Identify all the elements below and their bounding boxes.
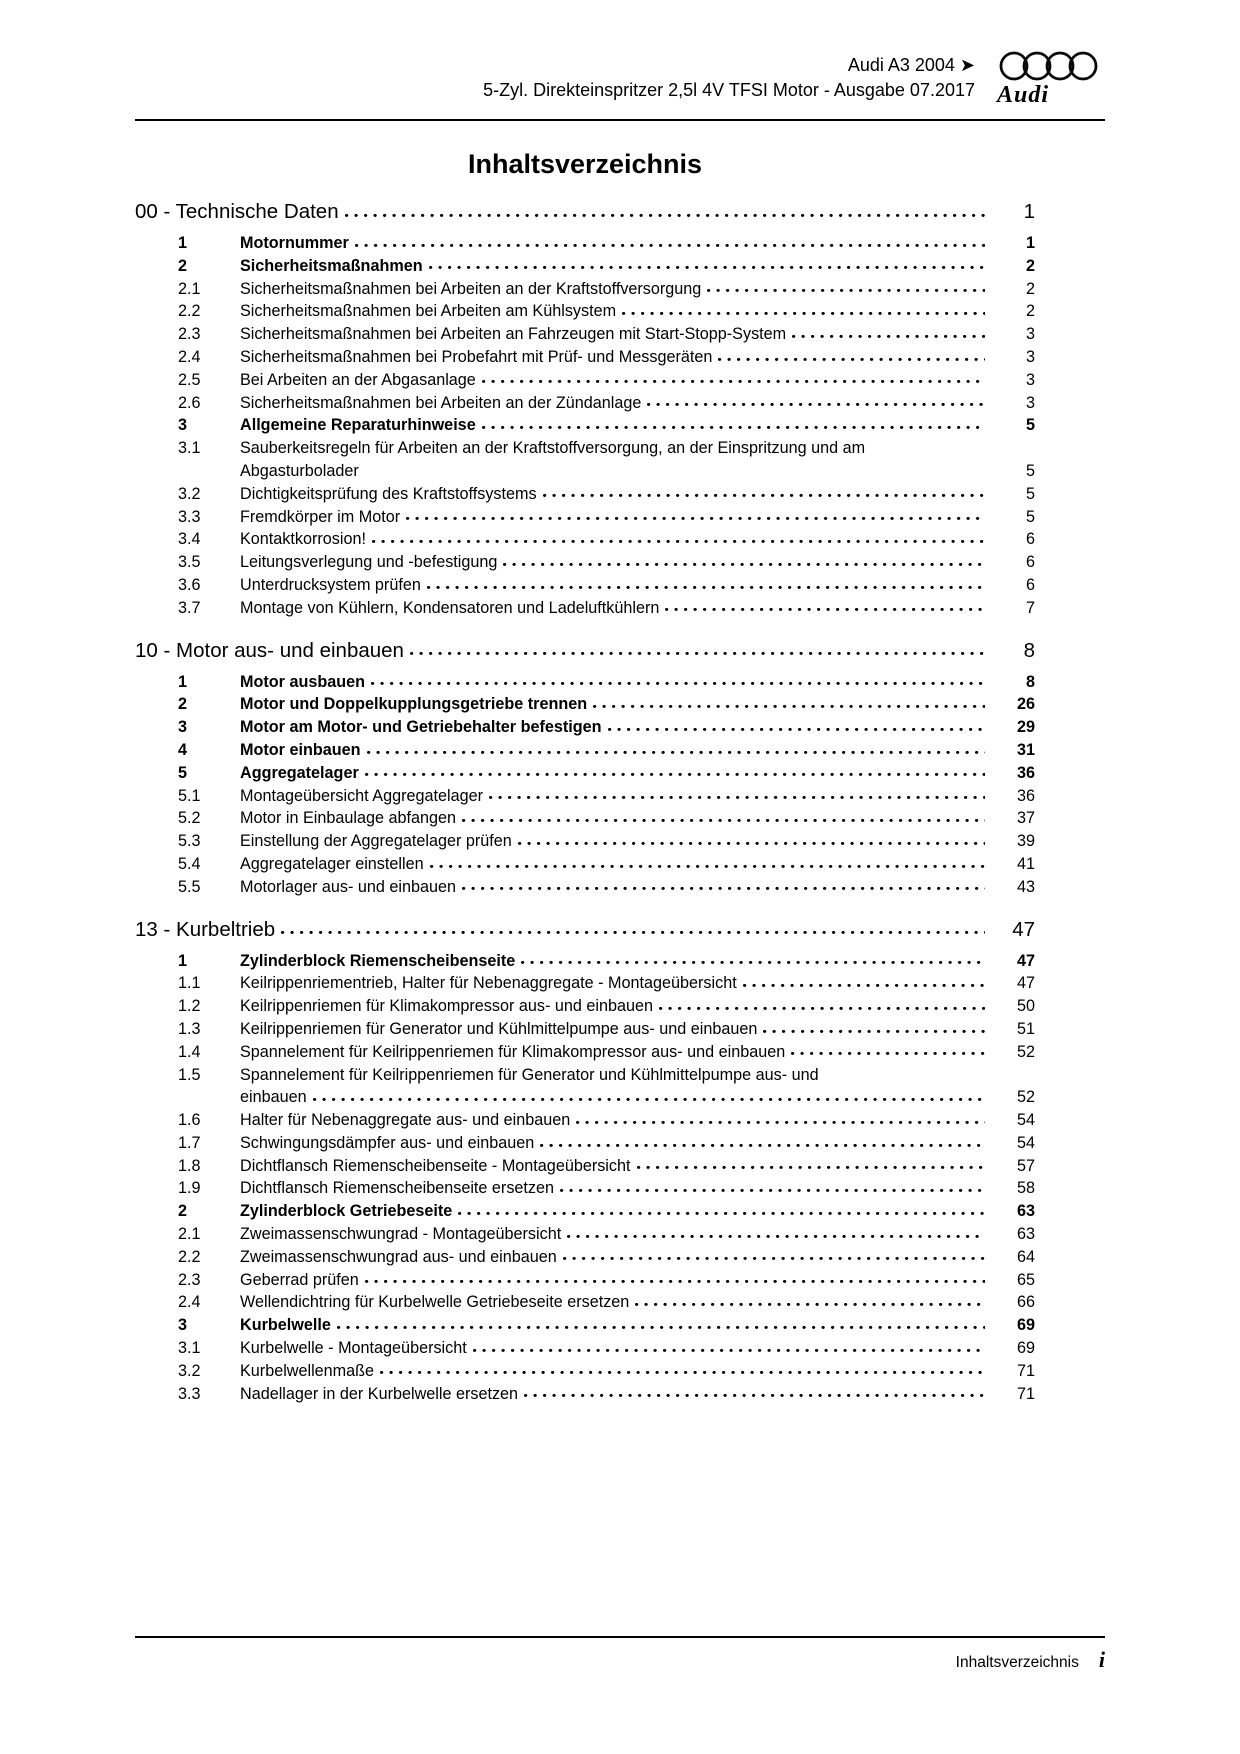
dot-leader	[406, 508, 985, 522]
footer-label: Inhaltsverzeichnis	[955, 1654, 1079, 1671]
dot-leader	[429, 257, 985, 271]
entry-number: 3.3	[178, 507, 201, 526]
entry-number: 5.5	[178, 877, 201, 896]
dot-leader	[791, 1043, 985, 1057]
entry-page-number: 52	[1016, 1088, 1035, 1107]
entry-number: 1.3	[178, 1019, 201, 1038]
entry-page-number: 41	[1016, 854, 1035, 873]
entry-number: 3.2	[178, 484, 201, 503]
dot-leader	[345, 201, 985, 218]
entry-page-number: 63	[1016, 1225, 1035, 1244]
entry-page-number: 47	[1016, 951, 1035, 970]
entry-number: 3	[178, 1316, 188, 1335]
entry-number: 1.4	[178, 1042, 201, 1061]
dot-leader	[372, 531, 985, 545]
entry-page-number: 43	[1016, 877, 1035, 896]
entry-title: Kontaktkorrosion!	[240, 530, 366, 549]
dot-leader	[521, 952, 985, 966]
entry-page-number: 36	[1016, 786, 1035, 805]
dot-leader	[462, 810, 985, 824]
dot-leader	[367, 741, 985, 755]
toc-entry	[135, 437, 1035, 460]
entry-title: Dichtigkeitsprüfung des Kraftstoffsystems	[240, 484, 537, 503]
dot-leader	[410, 639, 985, 656]
entry-number: 1.9	[178, 1179, 201, 1198]
entry-page-number: 5	[1025, 484, 1035, 503]
entry-title: Zylinderblock Getriebeseite	[240, 1202, 453, 1221]
entry-page-number: 52	[1016, 1042, 1035, 1061]
entry-page-number: 47	[1016, 974, 1035, 993]
entry-page-number: 71	[1016, 1384, 1035, 1403]
dot-leader	[622, 303, 985, 317]
dot-leader	[365, 1271, 985, 1285]
entry-page-number: 1	[1025, 234, 1035, 252]
dot-leader	[718, 348, 985, 362]
entry-number: 3	[178, 416, 188, 435]
entry-page-number: 3	[1025, 370, 1035, 389]
entry-title: Geberrad prüfen	[240, 1270, 359, 1289]
toc-entry-continuation	[135, 460, 1035, 483]
toc-entry	[135, 950, 1035, 973]
entry-title: Sauberkeitsregeln für Arbeiten an der Kraftstoffversorgung, an der Einspritzung und am	[240, 439, 866, 458]
entry-page-number: 69	[1016, 1316, 1035, 1335]
chapter-title: 10 - Motor aus- und einbauen	[135, 638, 404, 662]
toc-entry	[135, 1383, 1035, 1406]
dot-leader	[337, 1317, 985, 1331]
entry-title: Aggregatelager	[240, 763, 359, 782]
entry-number: 2.3	[178, 1270, 201, 1289]
entry-title: Motor am Motor- und Getriebehalter befestigen	[240, 718, 602, 737]
dot-leader	[659, 997, 985, 1011]
entry-page-number: 71	[1016, 1361, 1035, 1380]
entry-page-number: 7	[1025, 598, 1035, 617]
toc-chapter-heading	[135, 637, 1035, 664]
entry-number: 4	[178, 740, 188, 759]
dot-leader	[365, 764, 985, 778]
dot-leader	[743, 975, 985, 989]
toc-entry	[135, 1269, 1035, 1292]
toc-entry	[135, 392, 1035, 415]
dot-leader	[567, 1225, 985, 1239]
table-of-contents	[135, 198, 1035, 1405]
entry-title: Spannelement für Keilrippenriemen für Generator und Kühlmittelpumpe aus- und	[240, 1065, 819, 1084]
dot-leader	[540, 1134, 985, 1148]
chapter-page-number: 1	[1023, 200, 1035, 223]
entry-number: 1	[178, 672, 188, 691]
toc-entry-continuation	[135, 1086, 1035, 1109]
entry-title: Bei Arbeiten an der Abgasanlage	[240, 370, 476, 389]
entry-number: 1.6	[178, 1111, 201, 1130]
entry-title: Zylinderblock Riemenscheibenseite	[240, 951, 516, 970]
entry-number: 5	[178, 763, 188, 782]
entry-title: Fremdkörper im Motor	[240, 507, 401, 526]
entry-title: Sicherheitsmaßnahmen bei Arbeiten am Kühlsystem	[240, 302, 617, 321]
entry-title: Schwingungsdämpfer aus- und einbauen	[240, 1133, 535, 1152]
dot-leader	[665, 599, 985, 613]
dot-leader	[763, 1020, 985, 1034]
entry-number: 5.3	[178, 832, 201, 851]
toc-entry	[135, 671, 1035, 694]
entry-title: Keilrippenriemen für Klimakompressor aus- und einbauen	[240, 997, 653, 1016]
dot-leader	[462, 878, 985, 892]
entry-page-number: 3	[1025, 325, 1035, 344]
entry-number: 3.5	[178, 553, 201, 572]
entry-number: 1	[178, 234, 188, 252]
toc-entry	[135, 1177, 1035, 1200]
entry-page-number: 31	[1016, 740, 1035, 759]
entry-page-number: 66	[1016, 1293, 1035, 1312]
dot-leader	[473, 1339, 985, 1353]
entry-number: 5.2	[178, 809, 201, 828]
entry-page-number: 64	[1016, 1247, 1035, 1266]
toc-entry	[135, 739, 1035, 762]
entry-title: Leitungsverlegung und -befestigung	[240, 553, 498, 572]
entry-number: 5.4	[178, 854, 201, 873]
toc-entry	[135, 255, 1035, 278]
entry-number: 2.4	[178, 347, 201, 366]
entry-page-number: 5	[1025, 461, 1035, 480]
toc-entry	[135, 853, 1035, 876]
entry-title: Keilrippenriementrieb, Halter für Nebenaggregate - Montageübersicht	[240, 974, 737, 993]
entry-title: Sicherheitsmaßnahmen	[240, 256, 423, 275]
entry-page-number: 2	[1025, 279, 1035, 298]
entry-title-continuation: einbauen	[240, 1088, 307, 1107]
entry-page-number: 29	[1016, 718, 1035, 737]
chapter-title: 13 - Kurbeltrieb	[135, 917, 276, 941]
toc-entry	[135, 574, 1035, 597]
entry-number: 2.2	[178, 1247, 201, 1266]
toc-entry	[135, 232, 1035, 255]
entry-title: Einstellung der Aggregatelager prüfen	[240, 832, 512, 851]
header-divider	[135, 119, 1105, 121]
entry-page-number: 39	[1016, 832, 1035, 851]
toc-entry	[135, 1064, 1035, 1087]
toc-entry	[135, 346, 1035, 369]
footer-line	[135, 1638, 1105, 1673]
entry-title: Allgemeine Reparaturhinweise	[240, 416, 476, 435]
toc-entry	[135, 785, 1035, 808]
dot-leader	[281, 918, 985, 935]
toc-entry	[135, 528, 1035, 551]
entry-title: Wellendichtring für Kurbelwelle Getriebeseite ersetzen	[240, 1293, 630, 1312]
entry-title: Kurbelwellenmaße	[240, 1361, 375, 1380]
toc-chapter-heading	[135, 198, 1035, 225]
entry-number: 2.5	[178, 370, 201, 389]
entry-number: 2.1	[178, 279, 201, 298]
entry-title: Nadellager in der Kurbelwelle ersetzen	[240, 1384, 519, 1403]
page-header	[0, 0, 1240, 109]
entry-page-number: 6	[1025, 530, 1035, 549]
entry-page-number: 50	[1016, 997, 1035, 1016]
entry-title: Sicherheitsmaßnahmen bei Probefahrt mit Prüf- und Messgeräten	[240, 347, 713, 366]
entry-page-number: 2	[1025, 302, 1035, 321]
toc-entry	[135, 1200, 1035, 1223]
dot-leader	[608, 718, 985, 732]
dot-leader	[524, 1385, 985, 1399]
toc-entry	[135, 716, 1035, 739]
entry-page-number: 57	[1016, 1156, 1035, 1175]
entry-number: 2	[178, 256, 188, 275]
chapter-page-number: 8	[1023, 638, 1035, 662]
entry-page-number: 54	[1016, 1133, 1035, 1152]
dot-leader	[560, 1180, 985, 1194]
entry-page-number: 5	[1025, 507, 1035, 526]
entry-title: Motorlager aus- und einbauen	[240, 877, 456, 896]
entry-number: 3	[178, 718, 188, 737]
entry-number: 2	[178, 1202, 188, 1221]
entry-title: Motor in Einbaulage abfangen	[240, 809, 456, 828]
toc-entry	[135, 300, 1035, 323]
dot-leader	[637, 1157, 986, 1171]
entry-page-number: 58	[1016, 1179, 1035, 1198]
dot-leader	[380, 1362, 985, 1376]
dot-leader	[707, 280, 985, 294]
entry-number: 2.1	[178, 1225, 201, 1244]
toc-entry	[135, 972, 1035, 995]
toc-entry	[135, 1314, 1035, 1337]
entry-title: Spannelement für Keilrippenriemen für Klimakompressor aus- und einbauen	[240, 1042, 786, 1061]
entry-number: 2.2	[178, 302, 201, 321]
entry-number: 3.1	[178, 439, 201, 458]
entry-number: 1.7	[178, 1133, 201, 1152]
entry-page-number: 3	[1025, 393, 1035, 412]
dot-leader	[371, 673, 985, 687]
toc-entry	[135, 1018, 1035, 1041]
toc-entry	[135, 693, 1035, 716]
dot-leader	[593, 696, 985, 710]
entry-number: 1.2	[178, 997, 201, 1016]
toc-entry	[135, 323, 1035, 346]
entry-page-number: 3	[1025, 347, 1035, 366]
toc-entry	[135, 414, 1035, 437]
page-footer	[135, 1636, 1105, 1673]
entry-title: Montageübersicht Aggregatelager	[240, 786, 483, 805]
toc-entry	[135, 597, 1035, 620]
entry-title: Kurbelwelle - Montageübersicht	[240, 1339, 467, 1358]
toc-entry	[135, 807, 1035, 830]
entry-number: 1.5	[178, 1065, 201, 1084]
entry-number: 1.8	[178, 1156, 201, 1175]
toc-entry	[135, 551, 1035, 574]
entry-number: 2.4	[178, 1293, 201, 1312]
dot-leader	[482, 417, 985, 431]
entry-title-continuation: Abgasturbolader	[240, 461, 359, 480]
toc-entry	[135, 1155, 1035, 1178]
dot-leader	[635, 1294, 985, 1308]
dot-leader	[518, 832, 985, 846]
entry-title: Aggregatelager einstellen	[240, 854, 424, 873]
entry-page-number: 2	[1025, 256, 1035, 275]
dot-leader	[543, 485, 985, 499]
toc-entry	[135, 876, 1035, 899]
audi-wordmark: Audi	[997, 82, 1050, 108]
entry-page-number: 69	[1016, 1339, 1035, 1358]
entry-title: Zweimassenschwungrad aus- und einbauen	[240, 1247, 557, 1266]
entry-page-number: 63	[1016, 1202, 1035, 1221]
audi-rings-icon	[999, 50, 1099, 82]
entry-title: Motor einbauen	[240, 740, 361, 759]
dot-leader	[355, 234, 985, 248]
entry-title: Motor ausbauen	[240, 672, 366, 691]
entry-number: 1	[178, 951, 188, 970]
entry-number: 3.1	[178, 1339, 201, 1358]
dot-leader	[482, 371, 985, 385]
entry-number: 3.4	[178, 530, 201, 549]
entry-title: Montage von Kühlern, Kondensatoren und Ladeluftkühlern	[240, 598, 660, 617]
toc-entry	[135, 506, 1035, 529]
dot-leader	[563, 1248, 985, 1262]
toc-entry	[135, 1132, 1035, 1155]
toc-entry	[135, 1291, 1035, 1314]
toc-chapter-heading	[135, 916, 1035, 943]
toc-entry	[135, 1246, 1035, 1269]
header-subtitle-line: 5-Zyl. Direkteinspritzer 2,5l 4V TFSI Motor - Ausgabe 07.2017	[483, 80, 975, 100]
toc-entry	[135, 762, 1035, 785]
toc-entry	[135, 995, 1035, 1018]
entry-title: Kurbelwelle	[240, 1316, 331, 1335]
entry-title: Sicherheitsmaßnahmen bei Arbeiten an der Zündanlage	[240, 393, 642, 412]
entry-page-number: 54	[1016, 1111, 1035, 1130]
entry-number: 3.6	[178, 575, 201, 594]
entry-title: Sicherheitsmaßnahmen bei Arbeiten an Fahrzeugen mit Start-Stopp-System	[240, 325, 787, 344]
entry-number: 2.3	[178, 325, 201, 344]
chapter-title: 00 - Technische Daten	[135, 200, 339, 223]
entry-number: 5.1	[178, 786, 201, 805]
toc-entry	[135, 830, 1035, 853]
dot-leader	[458, 1203, 985, 1217]
entry-title: Unterdrucksystem prüfen	[240, 575, 421, 594]
dot-leader	[576, 1111, 985, 1125]
entry-page-number: 37	[1016, 809, 1035, 828]
header-model-line: Audi A3 2004 ➤	[847, 55, 975, 75]
entry-page-number: 26	[1016, 695, 1035, 714]
entry-page-number: 6	[1025, 575, 1035, 594]
chapter-page-number: 47	[1012, 917, 1035, 941]
entry-number: 3.7	[178, 598, 201, 617]
toc-entry	[135, 1360, 1035, 1383]
entry-page-number: 5	[1025, 416, 1035, 435]
entry-number: 1.1	[178, 974, 201, 993]
toc-entry	[135, 483, 1035, 506]
page-title: Inhaltsverzeichnis	[467, 149, 703, 179]
entry-page-number: 8	[1025, 672, 1035, 691]
brand-logo	[993, 50, 1105, 109]
entry-title: Dichtflansch Riemenscheibenseite - Montageübersicht	[240, 1156, 631, 1175]
entry-page-number: 51	[1016, 1019, 1035, 1038]
entry-title: Keilrippenriemen für Generator und Kühlmittelpumpe aus- und einbauen	[240, 1019, 758, 1038]
entry-page-number: 36	[1016, 763, 1035, 782]
entry-number: 2.6	[178, 393, 201, 412]
toc-entry	[135, 1041, 1035, 1064]
dot-leader	[489, 787, 985, 801]
dot-leader	[313, 1089, 985, 1103]
dot-leader	[647, 394, 985, 408]
entry-title: Sicherheitsmaßnahmen bei Arbeiten an der Kraftstoffversorgung	[240, 279, 702, 298]
entry-page-number: 6	[1025, 553, 1035, 572]
toc-entry	[135, 1223, 1035, 1246]
entry-number: 2	[178, 695, 188, 714]
entry-number: 3.3	[178, 1384, 201, 1403]
entry-title: Dichtflansch Riemenscheibenseite ersetzen	[240, 1179, 555, 1198]
header-text	[483, 50, 975, 103]
entry-title: Motor und Doppelkupplungsgetriebe trennen	[240, 695, 588, 714]
dot-leader	[427, 576, 985, 590]
toc-entry	[135, 278, 1035, 301]
toc-entry	[135, 1337, 1035, 1360]
footer-page-number: i	[1098, 1647, 1105, 1672]
dot-leader	[430, 855, 985, 869]
entry-page-number: 65	[1016, 1270, 1035, 1289]
toc-entry	[135, 369, 1035, 392]
dot-leader	[792, 325, 985, 339]
entry-title: Zweimassenschwungrad - Montageübersicht	[240, 1225, 562, 1244]
dot-leader	[503, 553, 985, 567]
toc-entry	[135, 1109, 1035, 1132]
entry-title: Halter für Nebenaggregate aus- und einbauen	[240, 1111, 571, 1130]
entry-title: Motornummer	[240, 234, 349, 252]
entry-number: 3.2	[178, 1361, 201, 1380]
